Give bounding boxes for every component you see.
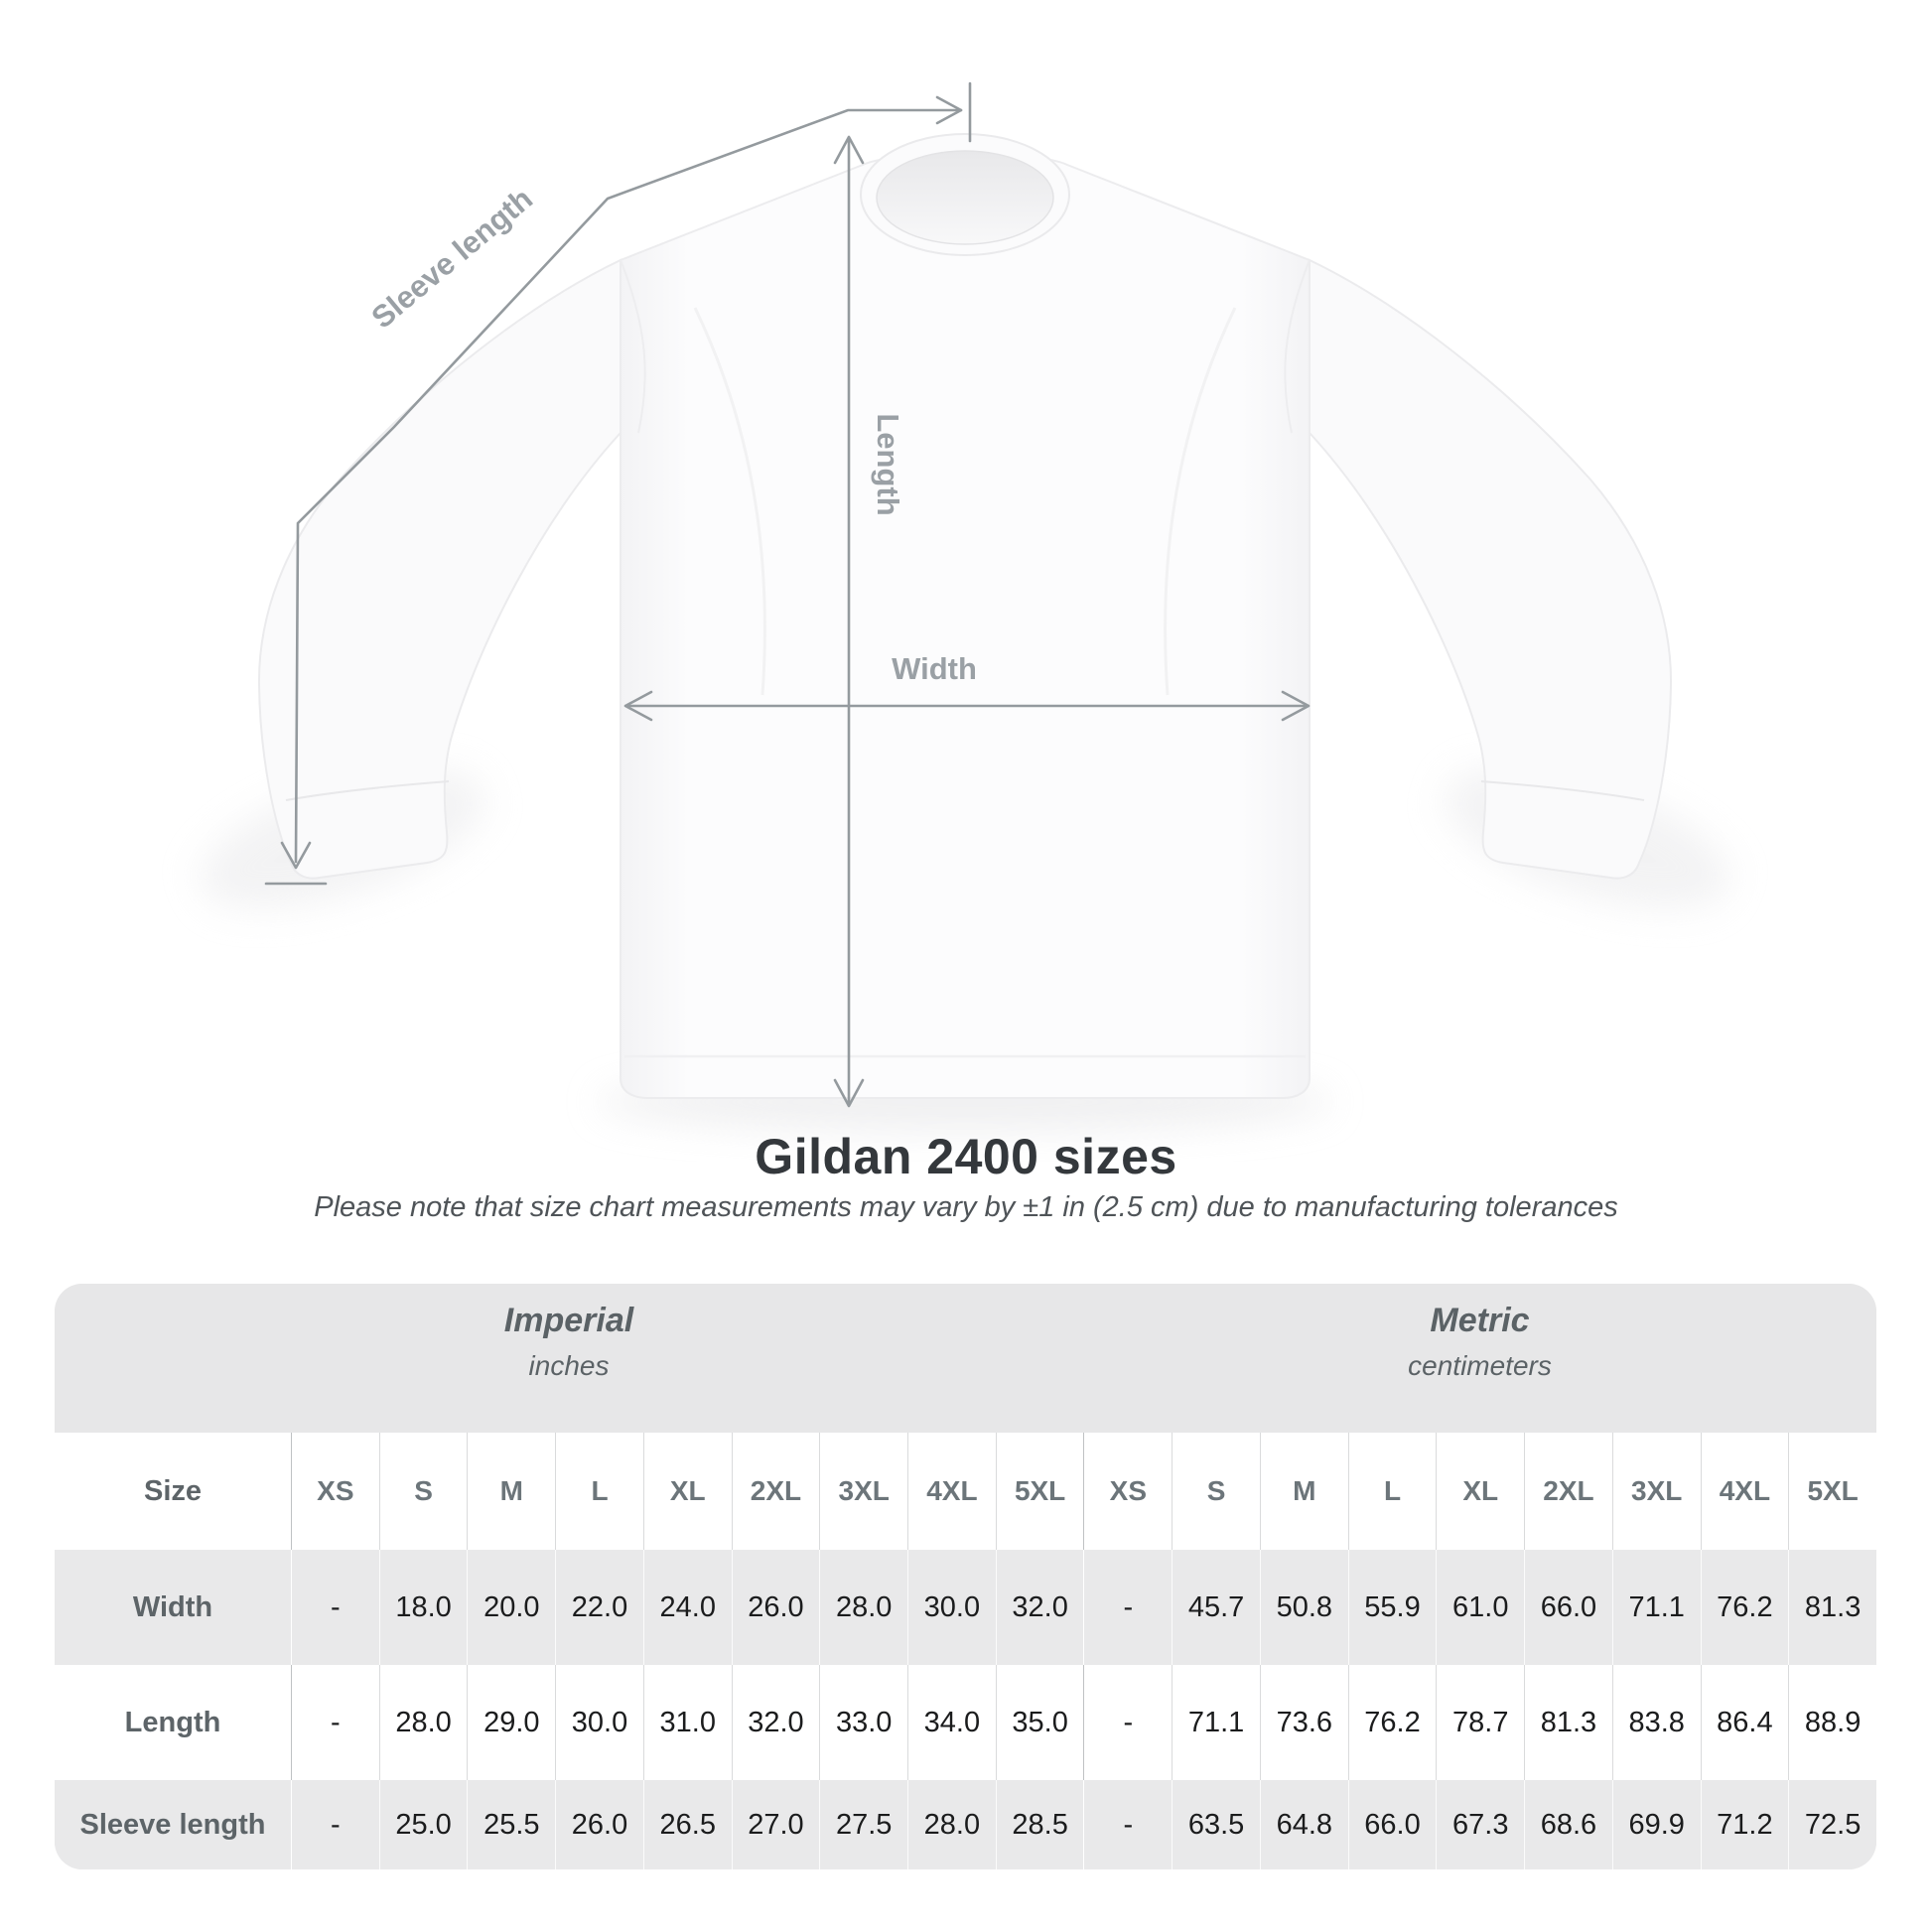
table-cell: 78.7 (1436, 1665, 1524, 1780)
table-cell: 63.5 (1172, 1780, 1260, 1869)
size-table (55, 1284, 1876, 1869)
table-cell: 25.5 (467, 1780, 555, 1869)
table-cell: 26.0 (555, 1780, 643, 1869)
table-cell: 68.6 (1524, 1780, 1612, 1869)
table-cell: 25.0 (379, 1780, 468, 1869)
imperial-label: Imperial (503, 1302, 634, 1339)
row-label: Sleeve length (79, 1808, 266, 1841)
table-cell: 55.9 (1348, 1550, 1437, 1665)
table-cell: 45.7 (1172, 1550, 1260, 1665)
size-header-cell: 5XL (1788, 1433, 1876, 1550)
table-cell: 28.5 (996, 1780, 1084, 1869)
table-cell: 76.2 (1348, 1665, 1437, 1780)
table-cell: 34.0 (907, 1665, 996, 1780)
table-cell: 76.2 (1701, 1550, 1789, 1665)
tolerance-note: Please note that size chart measurements may vary by ±1 in (2.5 cm) due to manufacturing tolerances (314, 1191, 1618, 1223)
size-header-cell: XS (1083, 1433, 1172, 1550)
table-cell: 69.9 (1612, 1780, 1701, 1869)
shirt-body (621, 154, 1310, 1098)
table-cell: 22.0 (555, 1550, 643, 1665)
table-cell: 71.1 (1172, 1665, 1260, 1780)
size-header-cell: 4XL (1701, 1433, 1789, 1550)
width-label: Width (892, 651, 977, 686)
table-cell: 31.0 (643, 1665, 732, 1780)
table-cell: 35.0 (996, 1665, 1084, 1780)
size-header-cell: 3XL (1612, 1433, 1701, 1550)
row-label: Width (132, 1590, 213, 1623)
table-cell: 33.0 (819, 1665, 907, 1780)
table-cell: 88.9 (1788, 1665, 1876, 1780)
table-cell: 32.0 (732, 1665, 820, 1780)
table-cell: 32.0 (996, 1550, 1084, 1665)
size-header-cell: 4XL (907, 1433, 996, 1550)
table-cell: 61.0 (1436, 1550, 1524, 1665)
table-cell: 71.2 (1701, 1780, 1789, 1869)
table-cell: 29.0 (467, 1665, 555, 1780)
shirt-collar (861, 134, 1069, 255)
table-cell: 18.0 (379, 1550, 468, 1665)
size-header-cell: S (1172, 1433, 1260, 1550)
size-col-header: Size (143, 1474, 203, 1507)
size-header-row (55, 1433, 1876, 1550)
table-cell: 28.0 (379, 1665, 468, 1780)
table-cell: 72.5 (1788, 1780, 1876, 1869)
table-cell: 66.0 (1348, 1780, 1437, 1869)
length-label: Length (871, 413, 905, 516)
table-cell: 24.0 (643, 1550, 732, 1665)
table-cell: 81.3 (1524, 1665, 1612, 1780)
table-cell: 71.1 (1612, 1550, 1701, 1665)
unit-header-band (55, 1284, 1876, 1433)
unit-header-metric (1083, 1284, 1876, 1433)
table-cell: 26.0 (732, 1550, 820, 1665)
metric-unit: centimeters (1408, 1350, 1552, 1381)
table-cell: 28.0 (907, 1780, 996, 1869)
size-header-cell: 3XL (819, 1433, 907, 1550)
table-cell: 28.0 (819, 1550, 907, 1665)
page-title: Gildan 2400 sizes (755, 1129, 1177, 1184)
table-cell: 26.5 (643, 1780, 732, 1869)
table-cell: 50.8 (1260, 1550, 1348, 1665)
size-header-cell: 2XL (1524, 1433, 1612, 1550)
table-row-sleeve-length (55, 1780, 1876, 1869)
table-cell: - (1083, 1780, 1172, 1869)
table-cell: 27.0 (732, 1780, 820, 1869)
size-header-cell: S (379, 1433, 468, 1550)
size-header-cell: M (467, 1433, 555, 1550)
table-cell: 81.3 (1788, 1550, 1876, 1665)
table-cell: 64.8 (1260, 1780, 1348, 1869)
table-cell: - (291, 1550, 379, 1665)
table-cell: 67.3 (1436, 1780, 1524, 1869)
table-cell: - (1083, 1665, 1172, 1780)
table-cell: 83.8 (1612, 1665, 1701, 1780)
table-cell: 73.6 (1260, 1665, 1348, 1780)
size-header-cell: XS (291, 1433, 379, 1550)
table-cell: 20.0 (467, 1550, 555, 1665)
table-cell: 66.0 (1524, 1550, 1612, 1665)
table-cell: 86.4 (1701, 1665, 1789, 1780)
size-header-cell: L (1348, 1433, 1437, 1550)
row-label: Length (124, 1706, 221, 1738)
table-row-length (55, 1665, 1876, 1780)
size-header-cell: 2XL (732, 1433, 820, 1550)
size-header-cell: XL (643, 1433, 732, 1550)
size-header-cell: 5XL (996, 1433, 1084, 1550)
size-header-cell: M (1260, 1433, 1348, 1550)
table-cell: 30.0 (907, 1550, 996, 1665)
table-cell: - (291, 1780, 379, 1869)
table-cell: - (291, 1665, 379, 1780)
table-cell: - (1083, 1550, 1172, 1665)
table-row-width (55, 1550, 1876, 1665)
size-header-cell: XL (1436, 1433, 1524, 1550)
table-cell: 30.0 (555, 1665, 643, 1780)
unit-header-imperial (55, 1284, 1083, 1433)
table-cell: 27.5 (819, 1780, 907, 1869)
size-header-cell: L (555, 1433, 643, 1550)
imperial-unit: inches (528, 1350, 610, 1381)
metric-label: Metric (1430, 1302, 1530, 1339)
sleeve-length-label: Sleeve length (364, 181, 540, 336)
